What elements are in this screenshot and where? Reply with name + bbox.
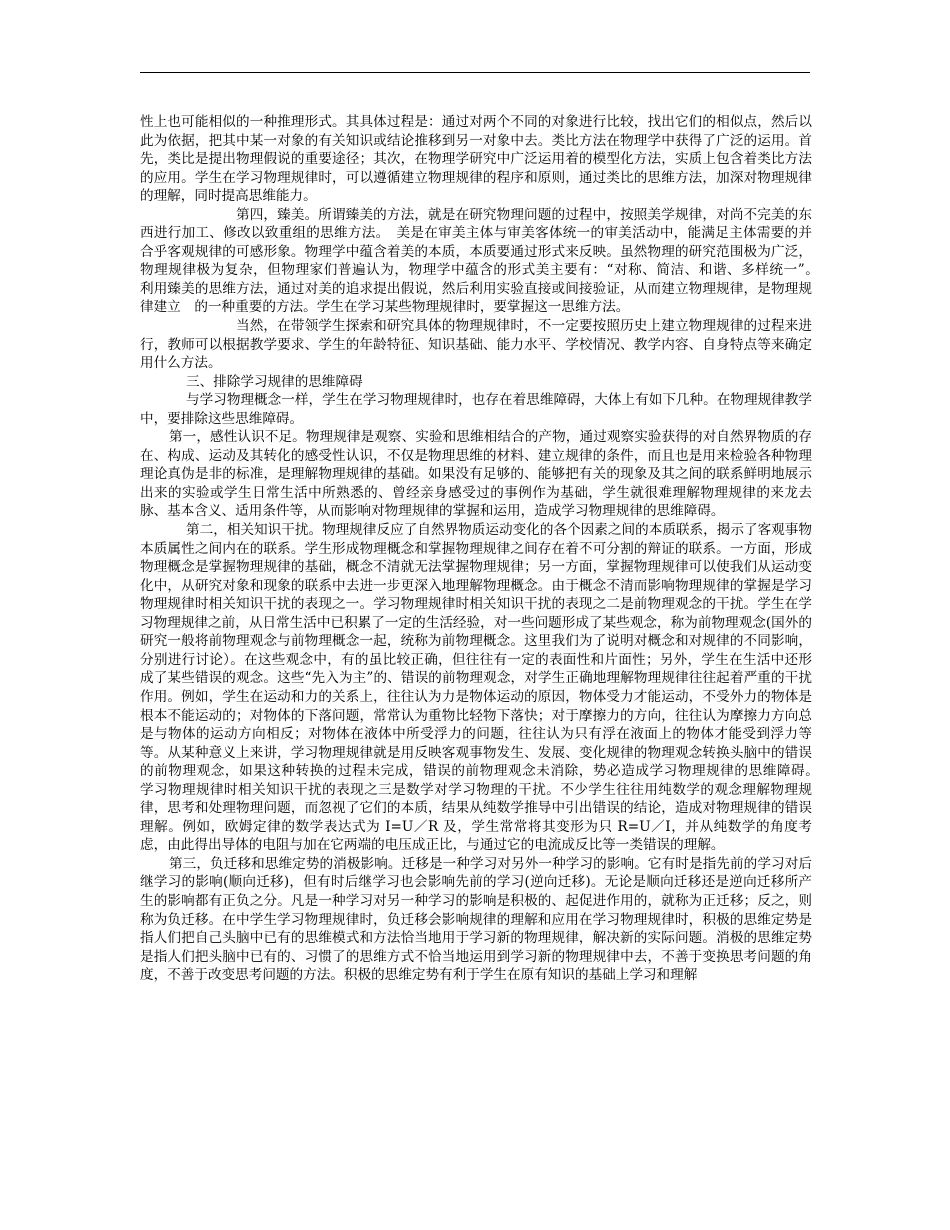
paragraph-intro-obstacles: 与学习物理概念一样，学生在学习物理规律时，也存在着思维障碍，大体上有如下几种。在物理规律教学中，要排除这些思维障碍。 bbox=[140, 392, 812, 427]
paragraph-first-perception: 第一，感性认识不足。物理规律是观察、实验和思维相结合的产物，通过观察实验获得的对自然界物质的存在、构成、运动及其转化的感受性认识，不仅是物理思维的材料、建立规律的条件，而且也是用来检验各种物理理论真伪是非的标准，是理解物理规律的基础。如果没有足够的、能够把有关的现象及其之间的联系鲜明地展示出来的实验或学生日常生活中所熟悉的、曾经亲身感受过的事例作为基础，学生就很难理解物理规律的来龙去脉、基本含义、适用条件等，从而影响对物理规律的掌握和运用，造成学习物理规律的思维障碍。 bbox=[140, 429, 812, 520]
paragraph-analogy-continued: 性上也可能相似的一种推理形式。其具体过程是：通过对两个不同的对象进行比较，找出它们的相似点，然后以此为依据，把其中某一对象的有关知识或结论推移到另一对象中去。类比方法在物理学中获得了广泛的运用。首先，类比是提出物理假说的重要途径；其次，在物理学研究中广泛运用着的模型化方法，实质上包含着类比方法的应用。学生在学习物理规律时，可以遵循建立物理规律的程序和原则，通过类比的思维方法，加深对物理规律的理解，同时提高思维能力。 bbox=[140, 114, 812, 205]
section-heading: 三、排除学习规律的思维障碍 bbox=[186, 373, 363, 390]
document-body bbox=[140, 113, 840, 985]
paragraph-of-course: 当然，在带领学生探索和研究具体的物理规律时，不一定要按照历史上建立物理规律的过程来进行，教师可以根据教学要求、学生的年龄特征、知识基础、能力水平、学校情况、教学内容、自身特点等来确定用什么方法。 bbox=[140, 318, 812, 372]
header-rule bbox=[140, 72, 810, 73]
paragraph-second-interference: 第二，相关知识干扰。物理规律反应了自然界物质运动变化的各个因素之间的本质联系，揭示了客观事物本质属性之间内在的联系。学生形成物理概念和掌握物理规律之间存在着不可分割的辩证的联系。一方面，形成物理概念是掌握物理规律的基础，概念不清就无法掌握物理规律；另一方面，掌握物理规律可以使我们从运动变化中，从研究对象和现象的联系中去进一步更深入地理解物理概念。由于概念不清而影响物理规律的掌握是学习物理规律时相关知识干扰的表现之一。学习物理规律时相关知识干扰的表现之二是前物理观念的干扰。学生在学习物理规律之前，从日常生活中已积累了一定的生活经验，对一些问题形成了某些观念，称为前物理观念(国外的研究一般将前物理观念与前物理概念一起，统称为前物理概念。这里我们为了说明对概念和对规律的不同影响，分别进行讨论）。在这些观念中，有的虽比较正确，但往往有一定的表面性和片面性；另外，学生在生活中还形成了某些错误的观念。这些“先入为主”的、错误的前物理观念，对学生正确地理解物理规律往往起着严重的干扰作用。例如，学生在运动和力的关系上，往往认为力是物体运动的原因，物体受力才能运动，不受外力的物体是根本不能运动的；对物体的下落问题，常常认为重物比轻物下落快；对于摩擦力的方向，往往认为摩擦力方向总是与物体的运动方向相反；对物体在液体中所受浮力的问题，往往认为只有浮在液面上的物体才能受到浮力等等。从某种意义上来讲，学习物理规律就是用反映客观事物发生、发展、变化规律的物理观念转换头脑中的错误的前物理观念，如果这种转换的过程未完成，错误的前物理观念未消除，势必造成学习物理规律的思维障碍。 学习物理规律时相关知识干扰的表现之三是数学对学习物理的干扰。不少学生往往用纯数学的观念理解物理规律，思考和处理物理问题，而忽视了它们的本质，结果从纯数学推导中引出错误的结论，造成对物理规律的错误理解。例如，欧姆定律的数学表达式为 I=U／R 及，学生常常将其变形为只 R=U／I，并从纯数学的角度考虑，由此得出导体的电阻与加在它两端的电压成正比，与通过它的电流成反比等一类错误的理解。 bbox=[140, 522, 840, 854]
paragraph-third-transfer: 第三，负迁移和思维定势的消极影响。迁移是一种学习对另外一种学习的影响。它有时是指先前的学习对后继学习的影响(顺向迁移)，但有时后继学习也会影响先前的学习(逆向迁移)。无论是顺向迁移还是逆向迁移所产生的影响都有正负之分。凡是一种学习对另一种学习的影响是积极的、起促进作用的，就称为正迁移；反之，则称为负迁移。在中学生学习物理规律时，负迁移会影响规律的理解和应用在学习物理规律时，积极的思维定势是指人们把自己头脑中已有的思维模式和方法恰当地用于学习新的物理规律，解决新的实际问题。消极的思维定势是指人们把头脑中已有的、习惯了的思维方式不恰当地运用到学习新的物理规律中去，不善于变换思考问题的角度，不善于改变思考问题的方法。积极的思维定势有利于学生在原有知识的基础上学习和理解 bbox=[140, 855, 812, 984]
paragraph-fourth-perfection: 第四，臻美。所谓臻美的方法，就是在研究物理问题的过程中，按照美学规律，对尚不完美的东西进行加工、修改以致重组的思维方法。 美是在审美主体与审美客体统一的审美活动中，能满足主体需要的并合乎客观规律的可感形象。物理学中蕴含着美的本质，本质要通过形式来反映。虽然物理的研究范围极为广泛，物理规律极为复杂，但物理家们普遍认为，物理学中蕴含的形式美主要有：“对称、简洁、和谐、多样统一”。 利用臻美的思维方法，通过对美的追求提出假说，然后利用实验直接或间接验证，从而建立物理规律，是物理规律建立 的一种重要的方法。学生在学习某些物理规律时，要掌握这一思维方法。 bbox=[140, 206, 826, 316]
